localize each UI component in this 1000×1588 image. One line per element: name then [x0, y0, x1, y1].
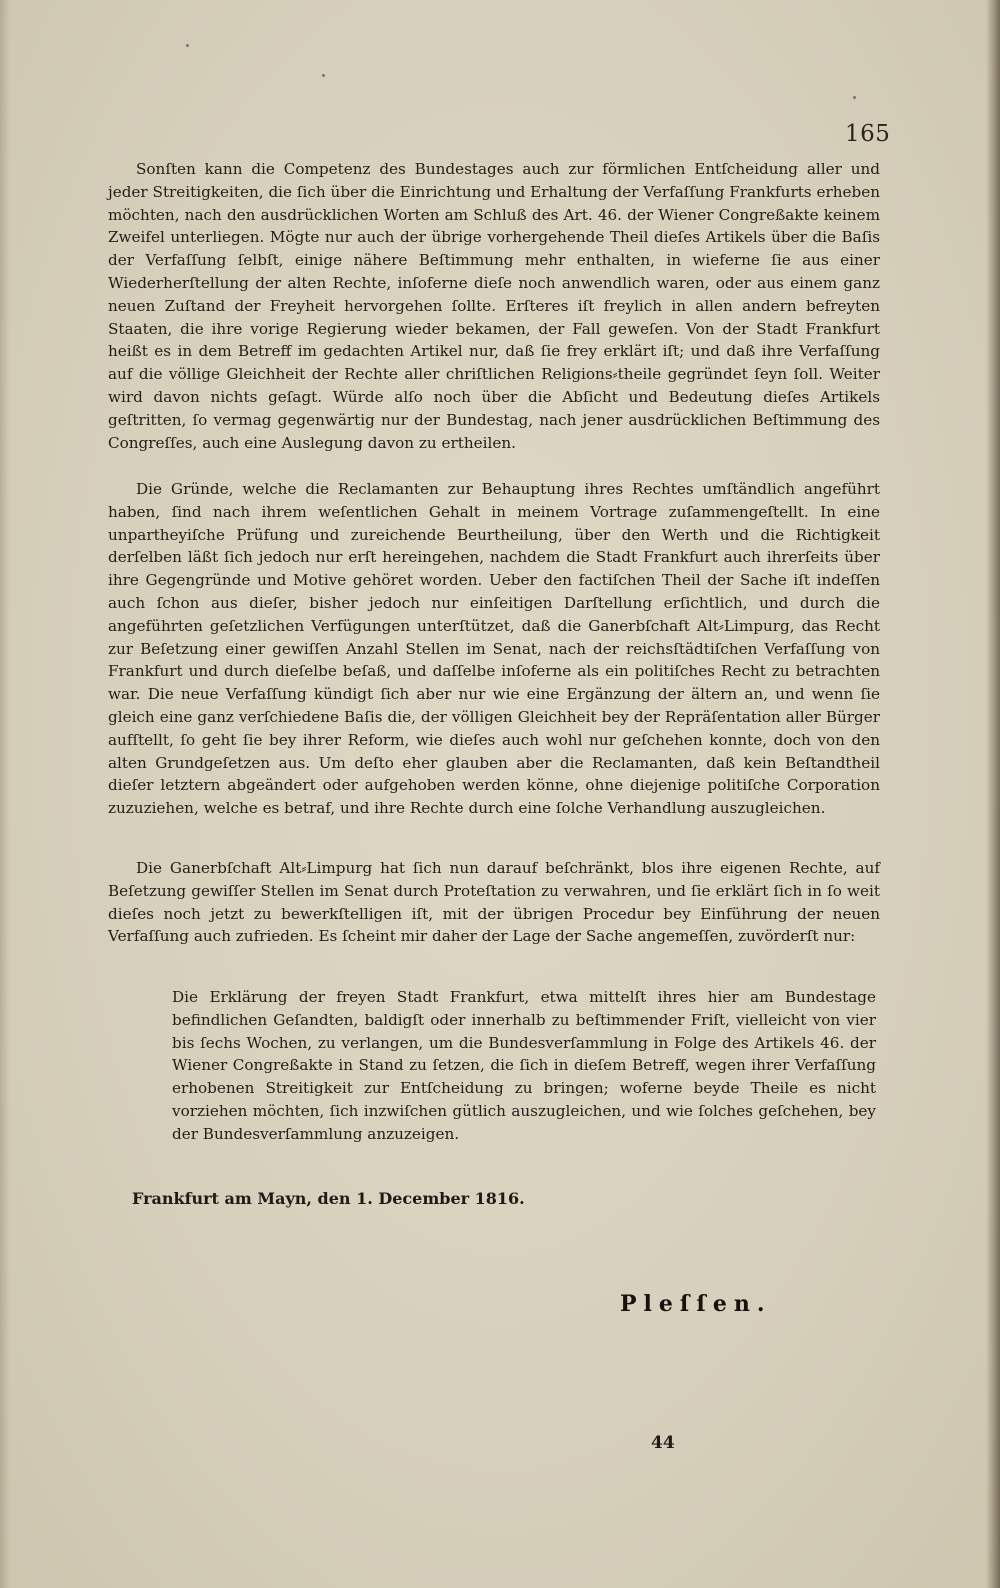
signature-mark: 44 [651, 1433, 675, 1453]
paragraph-3: Die Ganerbſchaft Alt⸗Limpurg hat ſich nun darauf beſchränkt, blos ihre eigenen Rechte, auf Beſetzung gewiſſer Stellen im Senat durch Proteſtation zu verwahren, und ſie erklärt ſich in ſo weit dieſes noch jetzt zu bewerkſtelligen iſt, mit der übrigen Procedur bey Einführung der neuen Verfaſſung auch zufrieden. Es ſcheint mir daher der Lage der Sache angemeſſen, zuvörderſt nur: [108, 859, 880, 946]
paper-speck [322, 74, 325, 77]
page-shadow-right [986, 0, 1000, 1588]
paragraph-4-motion: Die Erklärung der freyen Stadt Frankfurt, etwa mittelſt ihres hier am Bundestage befindlichen Geſandten, baldigſt oder innerhalb zu beſtimmender Friſt, vielleicht von vier bis ſechs Wochen, zu verlangen, um die Bundesverſammlung in Folge des Artikels 46. der Wiener Congreßakte in Stand zu ſetzen, die ſich in dieſem Betreff, wegen ihrer Verfaſſung erhobenen Streitigkeit zur Entſcheidung zu bringen; woferne beyde Theile es nicht vorziehen möchten, ſich inzwiſchen gütlich auszugleichen, und wie ſolches geſchehen, bey der Bundesverſammlung anzuzeigen. [172, 988, 876, 1143]
paragraph-1: Sonſten kann die Competenz des Bundestages auch zur förmlichen Entſcheidung aller und jeder Streitigkeiten, die ſich über die Einrichtung und Erhaltung der Verfaſſung Frankfurts erheben möchten, nach den ausdrücklichen Worten am Schluß des Art. 46. der Wiener Congreßakte keinem Zweifel unterliegen. Mögte nur auch der übrige vorhergehende Theil dieſes Artikels über die Baſis der Verfaſſung ſelbſt, einige nähere Beſtimmung mehr enthalten, in wieferne ſie aus einer Wiederherſtellung der alten Rechte, inſoferne dieſe noch anwendlich waren, oder aus einem ganz neuen Zuſtand der Freyheit hervorgehen ſollte. Erſteres iſt freylich in allen andern befreyten Staaten, die ihre vorige Regierung wieder bekamen, der Fall geweſen. Von der Stadt Frankfurt heißt es in dem Betreff im gedachten Artikel nur, daß ſie frey erklärt iſt; und daß ihre Verfaſſung auf die völlige Gleichheit der Rechte aller chriſtlichen Religions⸗theile gegründet ſeyn ſoll. Weiter wird davon nichts geſagt. Würde alſo noch über die Abſicht und Bedeutung dieſes Artikels geſtritten, ſo vermag gegenwärtig nur der Bundestag, nach jener ausdrücklichen Beſtimmung des Congreſſes, auch eine Auslegung davon zu ertheilen. [108, 160, 880, 452]
signature: Pleſſen. [620, 1291, 772, 1317]
page-shadow-left [0, 0, 10, 1588]
paper-speck [853, 96, 856, 99]
paper-speck [186, 44, 189, 47]
paragraph-2: Die Gründe, welche die Reclamanten zur Behauptung ihres Rechtes umſtändlich angeführt haben, ſind nach ihrem weſentlichen Gehalt in meinem Vortrage zuſammengeſtellt. In eine unpartheyiſche Prüfung und zureichende Beurtheilung, über den Werth und die Richtigkeit derſelben läßt ſich jedoch nur erſt hereingehen, nachdem die Stadt Frankfurt auch ihrerſeits über ihre Gegengründe und Motive gehöret worden. Ueber den factiſchen Theil der Sache iſt indeſſen auch ſchon aus dieſer, bisher jedoch nur einſeitigen Darſtellung erſichtlich, und durch die angeführten geſetzlichen Verfügungen unterſtützet, daß die Ganerbſchaft Alt⸗Limpurg, das Recht zur Beſetzung einer gewiſſen Anzahl Stellen im Senat, nach der reichsſtädtiſchen Verfaſſung von Frankfurt und durch dieſelbe beſaß, und daſſelbe inſoferne als ein politiſches Recht zu betrachten war. Die neue Verfaſſung kündigt ſich aber nur wie eine Ergänzung der ältern an, und wenn ſie gleich eine ganz verſchiedene Baſis die, der völligen Gleichheit bey der Repräſentation aller Bürger aufſtellt, ſo geht ſie bey ihrer Reform, wie dieſes auch wohl nur geſchehen konnte, doch von den alten Grundgeſetzen aus. Um deſto eher glauben aber die Reclamanten, daß kein Beſtandtheil dieſer letztern abgeändert oder aufgehoben werden könne, ohne diejenige politiſche Corporation zuzuziehen, welche es betraf, und ihre Rechte durch eine ſolche Verhandlung auszugleichen. [108, 480, 880, 818]
place-date-line: Frankfurt am Mayn, den 1. December 1816. [132, 1189, 525, 1208]
page-number: 165 [845, 121, 891, 147]
